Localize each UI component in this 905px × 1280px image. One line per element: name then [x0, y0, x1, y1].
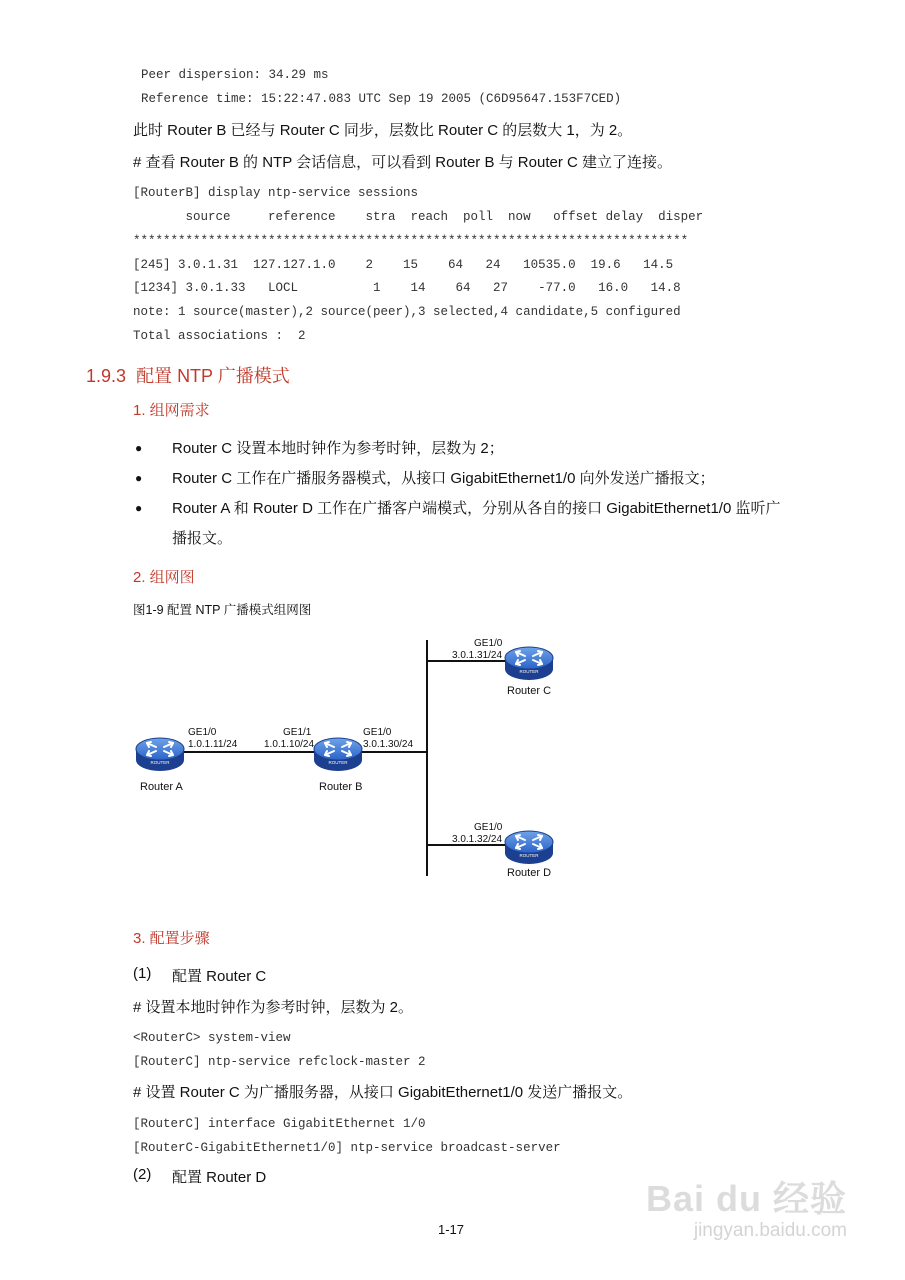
subheading-diagram: 2. 组网图 — [133, 569, 195, 586]
router-b-icon — [314, 738, 362, 771]
router-b-if0: GE1/0 — [363, 727, 392, 738]
sessions-separator: ************************************************************************** — [133, 234, 689, 248]
router-badge: ROUTER — [519, 853, 539, 858]
sessions-total: Total associations : 2 — [133, 329, 306, 343]
sessions-comment: # 查看 Router B 的 NTP 会话信息，可以看到 Router B 与 Router C 建立了连接。 — [133, 154, 672, 171]
router-c-icon — [505, 647, 553, 680]
requirement-item: Router C 工作在广播服务器模式，从接口 GigabitEthernet1/0 向外发送广播报文； — [172, 470, 715, 487]
router-c-label: Router C — [507, 685, 552, 697]
sessions-header: source reference stra reach poll now offset delay disper — [133, 210, 704, 224]
step-1-label: 配置 Router C — [172, 968, 267, 985]
step-2-number: (2) — [133, 1166, 152, 1183]
code-line: <RouterC> system-view — [133, 1031, 291, 1045]
baidu-watermark — [646, 1171, 847, 1242]
router-b-if1: GE1/1 — [283, 727, 312, 738]
subheading-requirements: 1. 组网需求 — [133, 402, 210, 419]
bullet-dot: ● — [135, 501, 143, 515]
subheading-steps: 3. 配置步骤 — [133, 930, 210, 947]
sessions-row-2: [1234] 3.0.1.33 LOCL 1 14 64 27 -77.0 16.0 14.8 — [133, 281, 681, 295]
router-d-label: Router D — [507, 867, 552, 879]
router-badge: ROUTER — [519, 669, 539, 674]
sessions-command: [RouterB] display ntp-service sessions — [133, 186, 419, 200]
router-b-ip0: 3.0.1.30/24 — [363, 739, 414, 750]
bullet-dot: ● — [135, 471, 143, 485]
code-line: [RouterC] interface GigabitEthernet 1/0 — [133, 1117, 426, 1131]
router-badge: ROUTER — [150, 760, 170, 765]
sessions-note: note: 1 source(master),2 source(peer),3 selected,4 candidate,5 configured — [133, 305, 681, 319]
router-a-label: Router A — [140, 781, 183, 793]
requirement-item-continued: 播报文。 — [172, 530, 233, 547]
router-d-interface: GE1/0 — [474, 822, 503, 833]
router-d-ip: 3.0.1.32/24 — [452, 834, 503, 845]
requirement-item: Router A 和 Router D 工作在广播客户端模式，分别从各自的接口 GigabitEthernet1/0 监听广 — [172, 500, 781, 517]
requirement-item: Router C 设置本地时钟作为参考时钟，层数为 2； — [172, 440, 504, 457]
code-line: [RouterC] ntp-service refclock-master 2 — [133, 1055, 426, 1069]
sync-note: 此时 Router B 已经与 Router C 同步，层数比 Router C 的层数大 1，为 2。 — [133, 122, 633, 139]
peer-dispersion-line: Peer dispersion: 34.29 ms — [141, 68, 329, 82]
section-title: 配置 NTP 广播模式 — [136, 366, 290, 386]
bullet-dot: ● — [135, 441, 143, 455]
step-1-comment-1: # 设置本地时钟作为参考时钟，层数为 2。 — [133, 999, 414, 1016]
page-number: 1-17 — [438, 1222, 465, 1237]
step-1-number: (1) — [133, 965, 152, 982]
step-2-label: 配置 Router D — [172, 1169, 267, 1186]
sessions-row-1: [245] 3.0.1.31 127.127.1.0 2 15 64 24 10535.0 19.6 14.5 — [133, 258, 674, 272]
router-a-interface: GE1/0 — [188, 727, 217, 738]
watermark-url: jingyan.baidu.com — [693, 1220, 847, 1241]
router-b-ip1: 1.0.1.10/24 — [264, 739, 315, 750]
watermark-brand: Bai du 经验 — [645, 1178, 847, 1219]
code-line: [RouterC-GigabitEthernet1/0] ntp-service broadcast-server — [133, 1141, 561, 1155]
reference-time-line: Reference time: 15:22:47.083 UTC Sep 19 2005 (C6D95647.153F7CED) — [141, 92, 622, 106]
router-d-icon — [505, 831, 553, 864]
section-number: 1.9.3 — [86, 366, 127, 386]
router-c-ip: 3.0.1.31/24 — [452, 650, 503, 661]
router-a-ip: 1.0.1.11/24 — [188, 739, 238, 750]
figure-caption: 图1-9 配置 NTP 广播模式组网图 — [133, 603, 312, 617]
step-1-comment-2: # 设置 Router C 为广播服务器，从接口 GigabitEthernet1/0 发送广播报文。 — [133, 1084, 633, 1101]
router-b-label: Router B — [319, 781, 363, 793]
router-c-interface: GE1/0 — [474, 638, 503, 649]
router-badge: ROUTER — [328, 760, 348, 765]
router-a-icon — [136, 738, 184, 771]
